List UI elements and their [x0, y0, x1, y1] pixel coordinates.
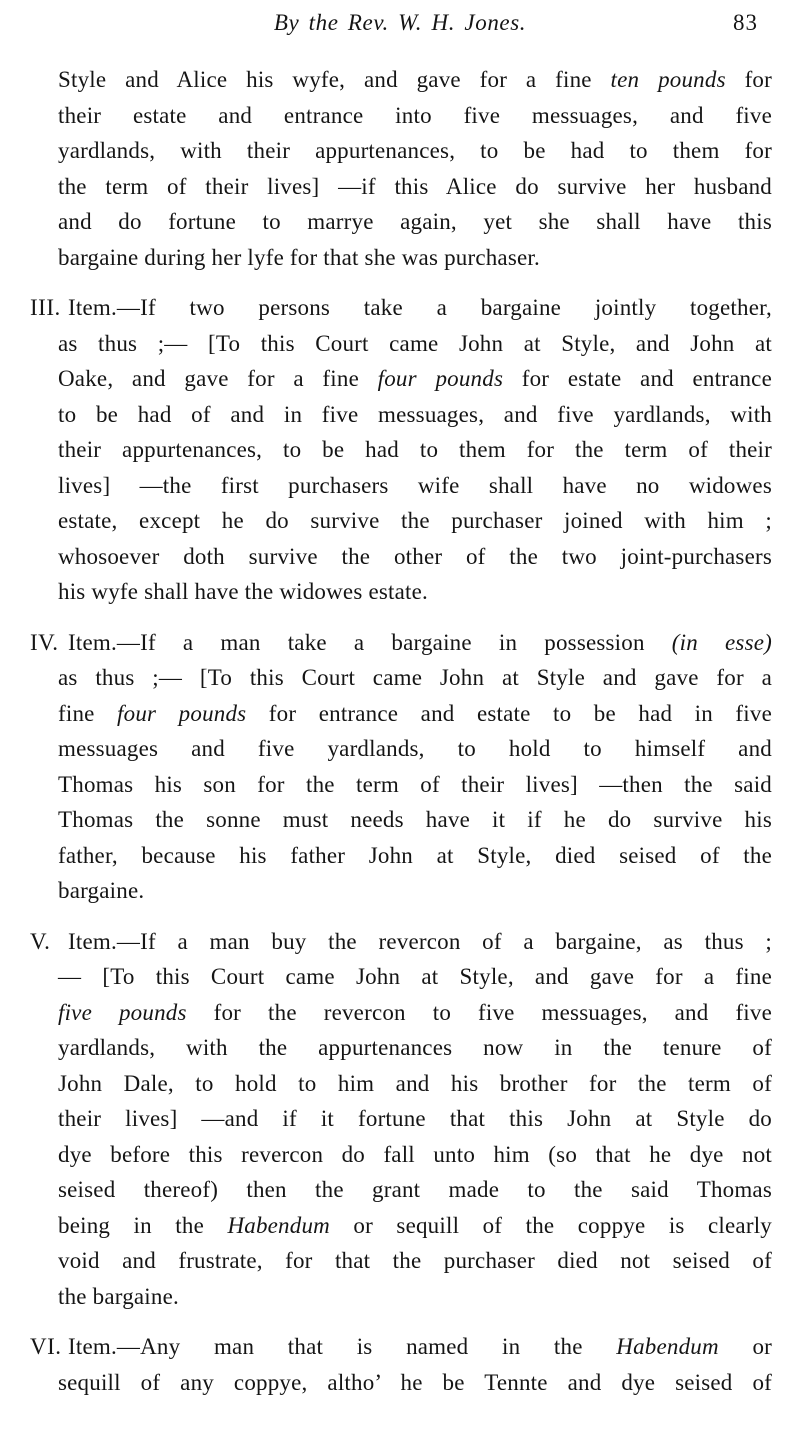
- text-segment: John Dale, to hold to him and his brother for the term of: [58, 1070, 772, 1096]
- text-segment: estate, except he do survive the purchaser joined with him ;: [58, 508, 772, 533]
- text-line: [58, 1101, 772, 1137]
- text-segment: their appurtenances, to be had to them for the term of their: [58, 437, 772, 462]
- text-line: [58, 1365, 772, 1401]
- paragraph-iii: [30, 290, 772, 610]
- text-segment: sequill of any coppye, altho’ he be Tennte and dye seised of: [58, 1369, 772, 1395]
- text-line: [58, 503, 772, 539]
- text-line: [58, 397, 772, 433]
- text-segment: and do fortune to marrye again, yet she shall have this: [58, 209, 772, 234]
- text-segment: fine: [58, 700, 118, 726]
- text-segment: for: [725, 67, 772, 92]
- text-segment: for estate and entrance: [503, 366, 772, 391]
- text-line: [58, 574, 772, 610]
- text-line: [58, 838, 772, 874]
- text-segment: father, because his father John at Style, died seised of the: [58, 842, 772, 868]
- text-line: [30, 1329, 773, 1365]
- text-line: [58, 169, 772, 205]
- paragraph-numeral: IV.: [30, 629, 59, 655]
- text-line: [58, 995, 772, 1031]
- text-segment: for entrance and estate to be had in five: [246, 700, 772, 726]
- italic-text-segment: (in esse): [671, 629, 773, 655]
- text-segment: or: [718, 1334, 773, 1359]
- text-segment: the bargaine.: [58, 1283, 179, 1309]
- text-segment: their estate and entrance into five messuages, and five: [58, 102, 772, 128]
- text-segment: Thomas the sonne must needs have it if he do survive his: [58, 807, 772, 832]
- italic-text-segment: five pounds: [58, 999, 187, 1025]
- text-segment: yardlands, with the appurtenances now in the tenure of: [58, 1035, 772, 1060]
- text-segment: Style and Alice his wyfe, and gave for a fine: [58, 67, 611, 92]
- text-segment: as thus ;— [To this Court came John at Style and gave for a: [58, 665, 772, 690]
- italic-text-segment: Habendum: [616, 1334, 719, 1359]
- text-line: [58, 133, 772, 169]
- text-line: [30, 290, 772, 326]
- text-line: [58, 1137, 772, 1173]
- text-line: [58, 240, 772, 276]
- paragraph-numeral: V.: [30, 928, 51, 954]
- text-segment: for the revercon to five messuages, and five: [186, 999, 772, 1025]
- text-segment: Item.—If two persons take a bargaine jointly together,: [68, 295, 772, 320]
- text-line: [58, 873, 772, 909]
- text-segment: his wyfe shall have the widowes estate.: [58, 579, 428, 604]
- text-line: [58, 98, 772, 134]
- text-line: [58, 468, 772, 504]
- text-line: [30, 924, 772, 960]
- text-segment: Thomas his son for the term of their lives] —then the said: [58, 771, 772, 797]
- text-segment: or sequill of the coppye is clearly: [329, 1212, 772, 1238]
- text-segment: — [To this Court came John at Style, and gave for a fine: [58, 964, 772, 989]
- text-line: [58, 62, 772, 98]
- text-line: [58, 802, 772, 838]
- page-content: [30, 62, 773, 1400]
- italic-text-segment: four pounds: [377, 366, 504, 391]
- text-line: [58, 361, 772, 397]
- paragraph-continuation: [58, 62, 772, 275]
- text-segment: Item.—If a man buy the revercon of a bargaine, as thus ;: [68, 928, 772, 954]
- text-segment: bargaine during her lyfe for that she was purchaser.: [58, 244, 540, 270]
- page-number: 83: [733, 10, 758, 35]
- text-line: [58, 1208, 772, 1244]
- running-header-title: By the Rev. W. H. Jones.: [273, 10, 527, 35]
- text-segment: lives] —the first purchasers wife shall have no widowes: [58, 472, 772, 498]
- text-segment: the term of their lives] —if this Alice do survive her husband: [58, 173, 772, 199]
- text-line: [58, 1243, 772, 1279]
- paragraph-numeral: III.: [30, 295, 61, 320]
- text-line: [58, 432, 772, 468]
- text-segment: void and frustrate, for that the purchaser died not seised of: [58, 1248, 772, 1273]
- paragraph-numeral: VI.: [30, 1334, 62, 1359]
- text-segment: bargaine.: [58, 878, 145, 903]
- text-line: [58, 660, 772, 696]
- text-line: [58, 204, 772, 240]
- text-line: [30, 625, 773, 661]
- text-segment: to be had of and in five messuages, and five yardlands, with: [58, 401, 772, 427]
- text-segment: dye before this revercon do fall unto him (so that he dye not: [58, 1141, 772, 1167]
- text-segment: Item.—If a man take a bargaine in possession: [68, 629, 672, 655]
- italic-text-segment: four pounds: [117, 700, 247, 726]
- text-line: [58, 1279, 772, 1315]
- text-line: [58, 1066, 772, 1102]
- italic-text-segment: ten pounds: [610, 67, 726, 92]
- text-segment: their lives] —and if it fortune that this John at Style do: [58, 1106, 772, 1131]
- paragraph-v: [30, 924, 772, 1315]
- text-line: [58, 696, 772, 732]
- text-segment: yardlands, with their appurtenances, to be had to them for: [58, 138, 772, 163]
- text-segment: Item.—Any man that is named in the: [68, 1334, 617, 1359]
- text-segment: Oake, and gave for a fine: [58, 366, 378, 391]
- text-segment: as thus ;— [To this Court came John at Style, and John at: [58, 330, 772, 356]
- text-line: [58, 539, 772, 575]
- text-line: [58, 767, 772, 803]
- paragraph-iv: [30, 625, 773, 909]
- text-segment: being in the: [58, 1212, 228, 1238]
- running-header: [0, 10, 800, 36]
- text-segment: seised thereof) then the grant made to the said Thomas: [58, 1177, 772, 1202]
- text-line: [58, 959, 772, 995]
- italic-text-segment: Habendum: [227, 1212, 330, 1238]
- text-line: [58, 731, 772, 767]
- text-segment: messuages and five yardlands, to hold to himself and: [58, 736, 772, 761]
- text-line: [58, 1030, 772, 1066]
- text-segment: whosoever doth survive the other of the two joint-purchasers: [58, 543, 772, 569]
- text-line: [58, 1172, 772, 1208]
- paragraph-vi: [30, 1329, 773, 1400]
- text-line: [58, 326, 772, 362]
